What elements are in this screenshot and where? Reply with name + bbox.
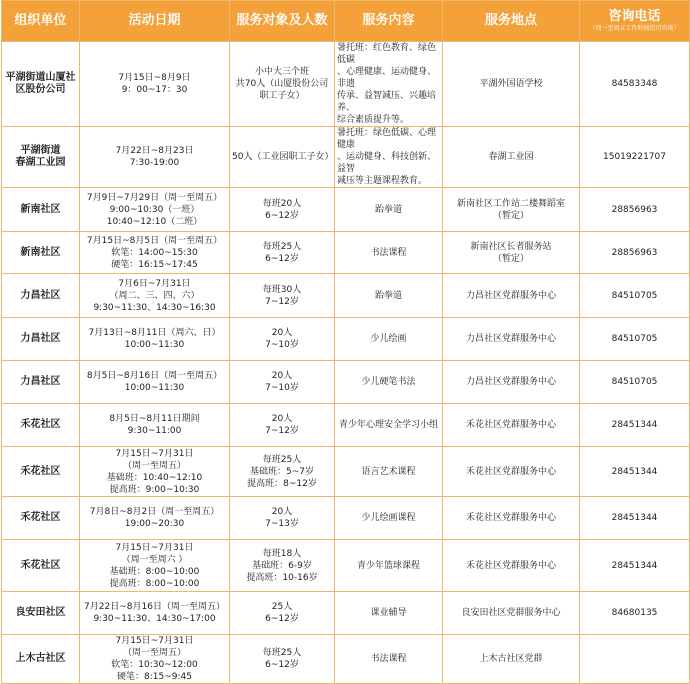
org-cell: 力昌社区	[2, 318, 80, 361]
header-content: 服务内容	[335, 1, 443, 42]
date-cell: 7月15日~7月31日 （周一至周五） 软笔：10:30~12:00 硬笔：8:15~9:45	[80, 635, 230, 684]
location-cell: 新南社区工作站二楼舞蹈室 （暂定）	[443, 188, 580, 232]
table-row	[2, 540, 690, 592]
location-cell: 上木古社区党群	[443, 635, 580, 684]
target-cell: 每班25人 6~12岁	[230, 232, 335, 274]
org-cell: 禾花社区	[2, 447, 80, 497]
header-phone-note: （周一至周五工作时间段可咨询）	[589, 25, 680, 32]
date-cell: 7月6日~7月31日 （周二、三、四、六） 9:30~11:30、14:30~16:30	[80, 274, 230, 318]
phone-cell	[580, 635, 690, 684]
date-cell: 7月8日~8月2日（周一至周五） 19:00~20:30	[80, 497, 230, 540]
target-cell: 20人 7~12岁	[230, 404, 335, 447]
org-cell: 新南社区	[2, 232, 80, 274]
table-row	[2, 42, 690, 127]
org-cell: 力昌社区	[2, 274, 80, 318]
location-cell: 禾花社区党群服务中心	[443, 540, 580, 592]
target-cell: 25人 6~12岁	[230, 592, 335, 635]
content-cell: 少儿硬笔书法	[335, 361, 443, 404]
date-cell: 8月5日~8月11日期间 9:30~11:00	[80, 404, 230, 447]
table-row	[2, 127, 690, 188]
target-cell: 小中大三个班 共70人（山厦股份公司 职工子女）	[230, 42, 335, 127]
header-location: 服务地点	[443, 1, 580, 42]
header-date: 活动日期	[80, 1, 230, 42]
phone-cell: 28451344	[580, 540, 690, 592]
location-cell: 力昌社区党群服务中心	[443, 274, 580, 318]
target-cell: 每班25人 基础班：5~7岁 提高班：8~12岁	[230, 447, 335, 497]
table-row	[2, 232, 690, 274]
phone-cell: 28856963	[580, 188, 690, 232]
summer-activity-table	[1, 0, 690, 684]
location-cell: 禾花社区党群服务中心	[443, 404, 580, 447]
location-cell: 良安田社区党群服务中心	[443, 592, 580, 635]
phone-cell: 84510705	[580, 274, 690, 318]
phone-cell: 84510705	[580, 318, 690, 361]
content-cell: 书法课程	[335, 635, 443, 684]
content-cell: 少儿绘画	[335, 318, 443, 361]
org-cell: 平湖街道 春湖工业园	[2, 127, 80, 188]
date-cell: 7月15日~7月31日 （周一至周六 ） 基础班：8:00~10:00 提高班：8:00~10:00	[80, 540, 230, 592]
table-row	[2, 404, 690, 447]
org-cell: 禾花社区	[2, 404, 80, 447]
header-row	[2, 1, 690, 42]
content-cell: 课业辅导	[335, 592, 443, 635]
location-cell: 禾花社区党群服务中心	[443, 447, 580, 497]
org-cell: 新南社区	[2, 188, 80, 232]
date-cell: 7月15日~8月9日 9：00~17：30	[80, 42, 230, 127]
phone-cell: 84680135	[580, 592, 690, 635]
table-row	[2, 497, 690, 540]
phone-cell: 28451344	[580, 404, 690, 447]
date-cell: 7月15日~8月5日（周一至周五） 软笔：14:00~15:30 硬笔：16:15~17:45	[80, 232, 230, 274]
date-cell: 7月22日~8月23日 7:30-19:00	[80, 127, 230, 188]
location-cell: 平湖外国语学校	[443, 42, 580, 127]
date-cell: 7月22日~8月16日（周一至周五） 9:30~11:30、14:30~17:00	[80, 592, 230, 635]
target-cell: 20人 7~13岁	[230, 497, 335, 540]
date-cell: 7月9日~7月29日（周一至周五） 9:00~10:30（一班） 10:40~12:10（二班）	[80, 188, 230, 232]
header-phone-label: 咨询电话	[608, 9, 661, 24]
table-row	[2, 188, 690, 232]
table-row	[2, 274, 690, 318]
table-row	[2, 318, 690, 361]
target-cell: 每班30人 7~12岁	[230, 274, 335, 318]
phone-cell: 84583348	[580, 42, 690, 127]
content-cell: 青少年心理安全学习小组	[335, 404, 443, 447]
org-cell: 平湖街道山厦社 区股份公司	[2, 42, 80, 127]
target-cell: 20人 7~10岁	[230, 361, 335, 404]
header-phone	[580, 1, 690, 42]
target-cell: 50人（工业园职工子女）	[230, 127, 335, 188]
content-cell: 跆拳道	[335, 274, 443, 318]
phone-cell: 28451344	[580, 497, 690, 540]
phone-cell: 15019221707	[580, 127, 690, 188]
phone-cell: 28856963	[580, 232, 690, 274]
org-cell: 力昌社区	[2, 361, 80, 404]
location-cell: 力昌社区党群服务中心	[443, 318, 580, 361]
org-cell: 上木古社区	[2, 635, 80, 684]
content-cell: 暑托班：绿色低碳、心理健康 、运动健身、科技创新、益智 减压等主题课程教育。	[335, 127, 443, 188]
date-cell: 7月15日~7月31日 （周一至周五） 基础班：10:40~12:10 提高班：9:00~10:30	[80, 447, 230, 497]
target-cell: 每班20人 6~12岁	[230, 188, 335, 232]
target-cell: 每班25人 6~12岁	[230, 635, 335, 684]
content-cell: 暑托班：红色教育、绿色低碳 、心理健康、运动健身、非遗 传承、益智减压、兴趣培养、 综合素质提升等。	[335, 42, 443, 127]
target-cell: 20人 7~10岁	[230, 318, 335, 361]
content-cell: 语言艺术课程	[335, 447, 443, 497]
date-cell: 7月13日~8月11日（周六、日） 10:00~11:30	[80, 318, 230, 361]
content-cell: 青少年篮球课程	[335, 540, 443, 592]
location-cell: 禾花社区党群服务中心	[443, 497, 580, 540]
location-cell: 新南社区长者服务站 （暂定）	[443, 232, 580, 274]
org-cell: 良安田社区	[2, 592, 80, 635]
target-cell: 每班18人 基础班：6-9岁 提高班：10-16岁	[230, 540, 335, 592]
location-cell: 春湖工业园	[443, 127, 580, 188]
org-cell: 禾花社区	[2, 497, 80, 540]
table-row	[2, 361, 690, 404]
content-cell: 少儿绘画课程	[335, 497, 443, 540]
table-row	[2, 635, 690, 684]
header-target: 服务对象及人数	[230, 1, 335, 42]
org-cell: 禾花社区	[2, 540, 80, 592]
table-row	[2, 592, 690, 635]
content-cell: 书法课程	[335, 232, 443, 274]
table-row	[2, 447, 690, 497]
location-cell: 力昌社区党群服务中心	[443, 361, 580, 404]
phone-cell: 84510705	[580, 361, 690, 404]
date-cell: 8月5日~8月16日（周一至周五） 10:00~11:30	[80, 361, 230, 404]
phone-cell: 28451344	[580, 447, 690, 497]
content-cell: 跆拳道	[335, 188, 443, 232]
header-org: 组织单位	[2, 1, 80, 42]
